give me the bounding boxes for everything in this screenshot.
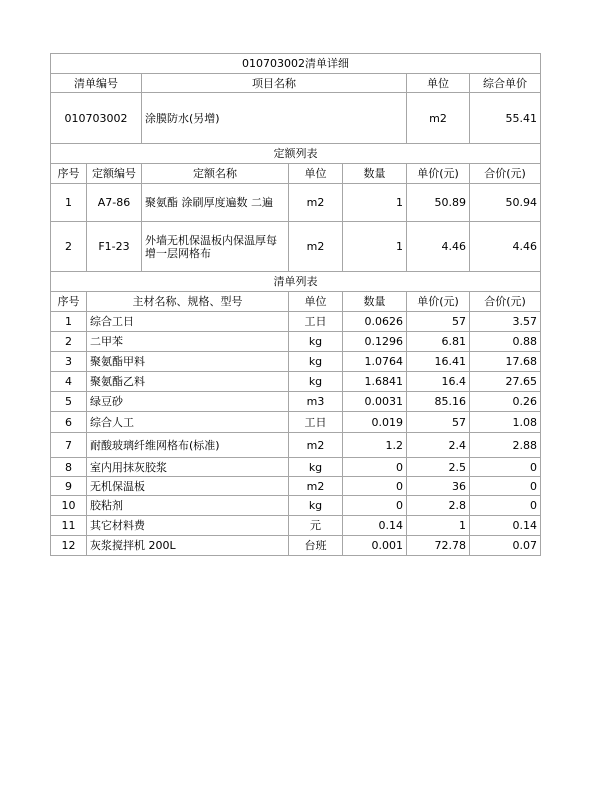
quota-seq: 1 <box>51 184 87 222</box>
material-qty: 0 <box>343 496 407 516</box>
quota-unit-price: 4.46 <box>407 222 470 272</box>
material-seq: 5 <box>51 392 87 412</box>
quota-total: 50.94 <box>470 184 541 222</box>
material-row <box>51 392 541 412</box>
material-name: 耐酸玻璃纤维网格布(标准) <box>87 433 289 458</box>
material-seq: 2 <box>51 332 87 352</box>
material-unit-price: 6.81 <box>407 332 470 352</box>
quota-name: 外墙无机保温板内保温厚每增一层网格布 <box>142 222 289 272</box>
material-seq: 4 <box>51 372 87 392</box>
material-seq: 8 <box>51 458 87 477</box>
quota-header-name: 定额名称 <box>142 164 289 184</box>
material-name: 绿豆砂 <box>87 392 289 412</box>
material-total: 0 <box>470 458 541 477</box>
item-code: 010703002 <box>51 93 142 144</box>
material-row <box>51 433 541 458</box>
material-qty: 0.1296 <box>343 332 407 352</box>
quota-row <box>51 184 541 222</box>
material-name: 聚氨酯甲料 <box>87 352 289 372</box>
material-name: 二甲苯 <box>87 332 289 352</box>
header-code: 清单编号 <box>51 74 142 93</box>
material-qty: 0.019 <box>343 412 407 433</box>
material-name: 灰浆搅拌机 200L <box>87 536 289 556</box>
material-seq: 1 <box>51 312 87 332</box>
header-price: 综合单价 <box>470 74 541 93</box>
material-header-unit: 单位 <box>289 292 343 312</box>
material-row <box>51 332 541 352</box>
quota-section-title: 定额列表 <box>51 144 541 164</box>
material-header-name: 主材名称、规格、型号 <box>87 292 289 312</box>
quota-name: 聚氨酯 涂刷厚度遍数 二遍 <box>142 184 289 222</box>
material-unit: kg <box>289 352 343 372</box>
material-total: 1.08 <box>470 412 541 433</box>
material-unit-price: 2.5 <box>407 458 470 477</box>
quota-header-unit: 单位 <box>289 164 343 184</box>
material-total: 0.26 <box>470 392 541 412</box>
material-name: 聚氨酯乙料 <box>87 372 289 392</box>
material-seq: 11 <box>51 516 87 536</box>
material-name: 无机保温板 <box>87 477 289 496</box>
material-seq: 10 <box>51 496 87 516</box>
quota-unit: m2 <box>289 222 343 272</box>
material-unit: kg <box>289 332 343 352</box>
quota-header-seq: 序号 <box>51 164 87 184</box>
material-unit-price: 2.4 <box>407 433 470 458</box>
material-unit: 工日 <box>289 412 343 433</box>
material-qty: 1.2 <box>343 433 407 458</box>
material-row <box>51 458 541 477</box>
material-unit: 台班 <box>289 536 343 556</box>
material-unit: m2 <box>289 477 343 496</box>
material-qty: 0 <box>343 458 407 477</box>
material-row <box>51 352 541 372</box>
item-name: 涂膜防水(另增) <box>142 93 407 144</box>
material-row <box>51 516 541 536</box>
material-row <box>51 536 541 556</box>
material-unit-price: 16.41 <box>407 352 470 372</box>
quota-total: 4.46 <box>470 222 541 272</box>
quota-unit-price: 50.89 <box>407 184 470 222</box>
material-row <box>51 312 541 332</box>
material-unit-price: 1 <box>407 516 470 536</box>
material-qty: 0.0626 <box>343 312 407 332</box>
material-unit: kg <box>289 458 343 477</box>
quota-qty: 1 <box>343 222 407 272</box>
item-unit: m2 <box>407 93 470 144</box>
material-unit-price: 16.4 <box>407 372 470 392</box>
material-header-unit-price: 单价(元) <box>407 292 470 312</box>
material-header-seq: 序号 <box>51 292 87 312</box>
material-unit-price: 85.16 <box>407 392 470 412</box>
material-qty: 0.001 <box>343 536 407 556</box>
quota-seq: 2 <box>51 222 87 272</box>
material-seq: 3 <box>51 352 87 372</box>
material-row <box>51 496 541 516</box>
material-total: 0.14 <box>470 516 541 536</box>
quota-header-qty: 数量 <box>343 164 407 184</box>
material-total: 3.57 <box>470 312 541 332</box>
material-unit: 工日 <box>289 312 343 332</box>
quota-qty: 1 <box>343 184 407 222</box>
material-name: 室内用抹灰胶浆 <box>87 458 289 477</box>
quota-code: A7-86 <box>87 184 142 222</box>
material-unit-price: 2.8 <box>407 496 470 516</box>
material-unit-price: 36 <box>407 477 470 496</box>
material-name: 综合工日 <box>87 312 289 332</box>
material-unit: 元 <box>289 516 343 536</box>
material-section-title: 清单列表 <box>51 272 541 292</box>
quota-code: F1-23 <box>87 222 142 272</box>
material-seq: 9 <box>51 477 87 496</box>
material-seq: 7 <box>51 433 87 458</box>
material-qty: 1.0764 <box>343 352 407 372</box>
material-qty: 0.14 <box>343 516 407 536</box>
material-row <box>51 372 541 392</box>
quota-header-code: 定额编号 <box>87 164 142 184</box>
material-header-total: 合价(元) <box>470 292 541 312</box>
material-unit-price: 57 <box>407 312 470 332</box>
header-name: 项目名称 <box>142 74 407 93</box>
material-qty: 0 <box>343 477 407 496</box>
material-row <box>51 412 541 433</box>
material-total: 0 <box>470 477 541 496</box>
quota-header-unit-price: 单价(元) <box>407 164 470 184</box>
material-unit: kg <box>289 372 343 392</box>
quota-row <box>51 222 541 272</box>
material-unit: m2 <box>289 433 343 458</box>
material-total: 17.68 <box>470 352 541 372</box>
material-unit: kg <box>289 496 343 516</box>
item-price: 55.41 <box>470 93 541 144</box>
material-qty: 0.0031 <box>343 392 407 412</box>
material-unit-price: 72.78 <box>407 536 470 556</box>
material-unit: m3 <box>289 392 343 412</box>
material-total: 0 <box>470 496 541 516</box>
material-seq: 6 <box>51 412 87 433</box>
material-qty: 1.6841 <box>343 372 407 392</box>
material-header-qty: 数量 <box>343 292 407 312</box>
material-name: 综合人工 <box>87 412 289 433</box>
table-title: 010703002清单详细 <box>51 54 541 74</box>
material-unit-price: 57 <box>407 412 470 433</box>
bill-detail-table <box>50 53 541 556</box>
material-total: 27.65 <box>470 372 541 392</box>
material-seq: 12 <box>51 536 87 556</box>
material-name: 其它材料费 <box>87 516 289 536</box>
material-total: 0.07 <box>470 536 541 556</box>
material-name: 胶粘剂 <box>87 496 289 516</box>
material-row <box>51 477 541 496</box>
quota-unit: m2 <box>289 184 343 222</box>
material-total: 0.88 <box>470 332 541 352</box>
material-total: 2.88 <box>470 433 541 458</box>
header-unit: 单位 <box>407 74 470 93</box>
quota-header-total: 合价(元) <box>470 164 541 184</box>
